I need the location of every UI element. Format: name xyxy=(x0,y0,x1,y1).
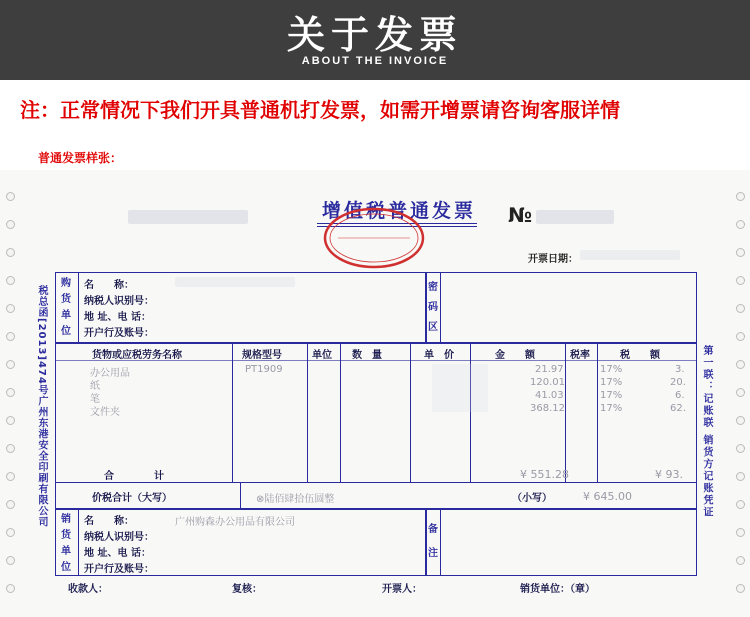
buyer-bank-label: 开户行及账号： xyxy=(84,328,154,339)
subtotal-label: 合 计 xyxy=(104,471,164,482)
item-name: 笔 xyxy=(90,394,100,405)
password-area-label: 密 码 区 xyxy=(428,282,438,333)
col-spec: 规格型号 xyxy=(242,350,282,361)
item-name: 文件夹 xyxy=(90,407,120,418)
page-title: 关于发票 xyxy=(286,13,463,57)
item-tax-rate: 17% xyxy=(600,390,623,401)
unit-price-blurred xyxy=(432,364,488,412)
header-banner xyxy=(0,0,750,80)
seller-unit-label: 销货单位：（章） xyxy=(520,584,595,595)
col-unit: 单位 xyxy=(312,350,332,361)
total-words-value: ⊗陆佰肆拾伍圆整 xyxy=(256,494,335,505)
reviewer-label: 复核： xyxy=(232,584,262,595)
subtotal-amount: ¥ 551.28 xyxy=(520,468,569,481)
item-tax: 6. xyxy=(675,390,685,401)
buyer-taxid-label: 纳税人识别号： xyxy=(84,296,154,307)
seller-name-value: 广州购森办公用品有限公司 xyxy=(175,517,295,528)
item-amount: 120.01 xyxy=(530,377,565,388)
seller-bank-label: 开户行及账号： xyxy=(84,564,154,575)
item-tax: 3. xyxy=(675,364,685,375)
issue-date-label: 开票日期： xyxy=(528,254,578,265)
col-tax-rate: 税率 xyxy=(570,350,590,361)
item-tax: 62. xyxy=(670,403,686,414)
invoice-number-mark: № xyxy=(508,203,533,227)
item-tax-rate: 17% xyxy=(600,364,623,375)
col-amount: 金 额 xyxy=(495,350,535,361)
item-name: 纸 xyxy=(90,381,100,392)
remarks-label: 备 注 xyxy=(428,524,438,559)
subtotal-tax: ¥ 93. xyxy=(655,468,683,481)
tractor-holes-right xyxy=(733,170,747,617)
seller-taxid-label: 纳税人识别号： xyxy=(84,532,154,543)
payee-label: 收款人： xyxy=(68,584,108,595)
item-tax: 20. xyxy=(670,377,686,388)
col-goods-name: 货物或应税劳务名称 xyxy=(92,350,182,361)
item-amount: 41.03 xyxy=(535,390,564,401)
seller-address-label: 地 址、电 话： xyxy=(84,548,151,559)
total-words-label: 价税合计（大写） xyxy=(92,493,172,504)
invoice-notice: 注：正常情况下我们开具普通机打发票，如需开增票请咨询客服详情 xyxy=(20,98,620,122)
issuer-label: 开票人： xyxy=(382,584,422,595)
total-small-value: ¥ 645.00 xyxy=(583,490,632,503)
supervision-stamp-icon xyxy=(322,206,426,270)
item-name: 办公用品 xyxy=(90,368,130,379)
item-tax-rate: 17% xyxy=(600,377,623,388)
seller-name-label: 名 称： xyxy=(84,516,134,527)
tractor-holes-left xyxy=(3,170,17,617)
buyer-label: 购 货 单 位 xyxy=(61,278,71,337)
page-subtitle: ABOUT THE INVOICE xyxy=(301,55,449,67)
col-tax: 税 额 xyxy=(620,350,660,361)
seller-label: 销 货 单 位 xyxy=(61,514,71,573)
copy-type-text: 第一联：记账联 销货方记账凭证 xyxy=(701,345,712,519)
issue-date-blurred xyxy=(580,250,680,260)
invoice-number-blurred xyxy=(536,210,614,224)
item-spec: PT1909 xyxy=(245,364,283,375)
invoice-title: 增值税普通发票 xyxy=(322,200,477,222)
invoice-code-blurred xyxy=(128,210,248,224)
col-quantity: 数 量 xyxy=(352,350,382,361)
item-amount: 21.97 xyxy=(535,364,564,375)
sample-label: 普通发票样张： xyxy=(38,151,123,165)
buyer-name-blurred xyxy=(175,277,295,287)
buyer-address-label: 地 址、电 话： xyxy=(84,312,151,323)
col-unit-price: 单 价 xyxy=(424,350,454,361)
total-small-label: （小写） xyxy=(512,493,552,504)
printer-side-text: 税总函[2013]474号广州东港安全印刷有限公司 xyxy=(36,285,47,528)
item-amount: 368.12 xyxy=(530,403,565,414)
item-tax-rate: 17% xyxy=(600,403,623,414)
buyer-name-label: 名 称： xyxy=(84,280,134,291)
